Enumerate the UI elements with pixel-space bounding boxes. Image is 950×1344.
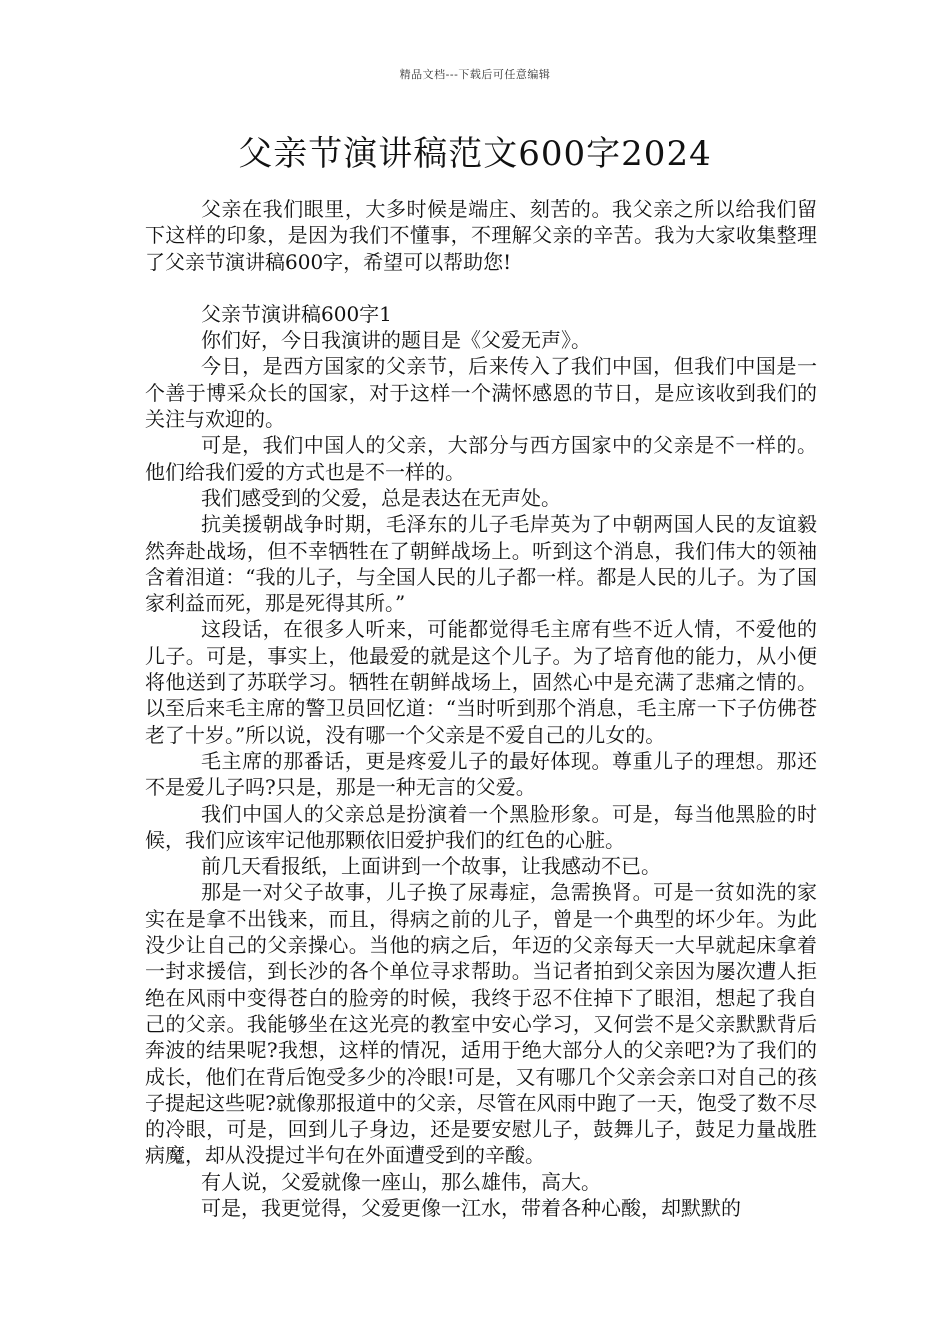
- body-paragraph: 可是，我更觉得，父爱更像一江水，带着各种心酸，却默默的: [201, 1195, 741, 1220]
- body-paragraph: 可是，我们中国人的父亲，大部分与西方国家中的父亲是不一样的。他们给我们爱的方式也是不一样的。: [145, 433, 817, 484]
- body-paragraph: 今日，是西方国家的父亲节，后来传入了我们中国，但我们中国是一个善于博采众长的国家，对于这样一个满怀感恩的节日，是应该收到我们的关注与欢迎的。: [145, 354, 817, 432]
- section-heading: 父亲节演讲稿600字1: [201, 301, 392, 326]
- document-title: 父亲节演讲稿范文600字2024: [238, 134, 712, 174]
- body-paragraph: 我们中国人的父亲总是扮演着一个黑脸形象。可是，每当他黑脸的时候，我们应该牢记他那颗依旧爱护我们的红色的心脏。: [145, 801, 817, 852]
- header-note: 精品文档---下载后可任意编辑: [399, 68, 551, 81]
- body-paragraph: 你们好，今日我演讲的题目是《父爱无声》。: [201, 328, 591, 353]
- body-paragraph: 我们感受到的父爱，总是表达在无声处。: [201, 485, 561, 510]
- body-paragraph: 前几天看报纸，上面讲到一个故事，让我感动不已。: [201, 854, 661, 879]
- body-paragraph: 这段话，在很多人听来，可能都觉得毛主席有些不近人情，不爱他的儿子。可是，事实上，他最爱的就是这个儿子。为了培育他的能力，从小便将他送到了苏联学习。牺牲在朝鲜战场上，固然心中是充满了悲痛之情的。以至后来毛主席的警卫员回忆道：“当时听到那个消息，毛主席一下子仿佛苍老了十岁。”所以说，没有哪一个父亲是不爱自己的儿女的。: [145, 617, 817, 747]
- body-paragraph: 那是一对父子故事，儿子换了尿毒症，急需换肾。可是一贫如洗的家实在是拿不出钱来，而且，得病之前的儿子，曾是一个典型的坏少年。为此没少让自己的父亲操心。当他的病之后，年迈的父亲每天一大早就起床拿着一封求援信，到长沙的各个单位寻求帮助。当记者拍到父亲因为屡次遭人拒绝在风雨中变得苍白的脸旁的时候，我终于忍不住掉下了眼泪，想起了我自己的父亲。我能够坐在这光亮的教室中安心学习，又何尝不是父亲默默背后奔波的结果呢?我想，这样的情况，适用于绝大部分人的父亲吧?为了我们的成长，他们在背后饱受多少的冷眼!可是，又有哪几个父亲会亲口对自己的孩子提起这些呢?就像那报道中的父亲，尽管在风雨中跑了一天，饱受了数不尽的冷眼，可是，回到儿子身边，还是要安慰儿子，鼓舞儿子，鼓足力量战胜病魔，却从没提过半句在外面遭受到的辛酸。: [145, 880, 817, 1168]
- body-paragraph: 有人说，父爱就像一座山，那么雄伟，高大。: [201, 1169, 601, 1194]
- body-paragraph: 毛主席的那番话，更是疼爱儿子的最好体现。尊重儿子的理想。那还不是爱儿子吗?只是，那是一种无言的父爱。: [145, 748, 817, 800]
- document-body: [145, 196, 817, 1221]
- intro-paragraph: 父亲在我们眼里，大多时候是端庄、刻苦的。我父亲之所以给我们留下这样的印象，是因为我们不懂事，不理解父亲的辛苦。我为大家收集整理了父亲节演讲稿600字，希望可以帮助您!: [145, 197, 817, 274]
- body-paragraph: 抗美援朝战争时期，毛泽东的儿子毛岸英为了中朝两国人民的友谊毅然奔赴战场，但不幸牺牲在了朝鲜战场上。听到这个消息，我们伟大的领袖含着泪道：“我的儿子，与全国人民的儿子都一样。都是人民的儿子。为了国家利益而死，那是死得其所。”: [145, 512, 817, 616]
